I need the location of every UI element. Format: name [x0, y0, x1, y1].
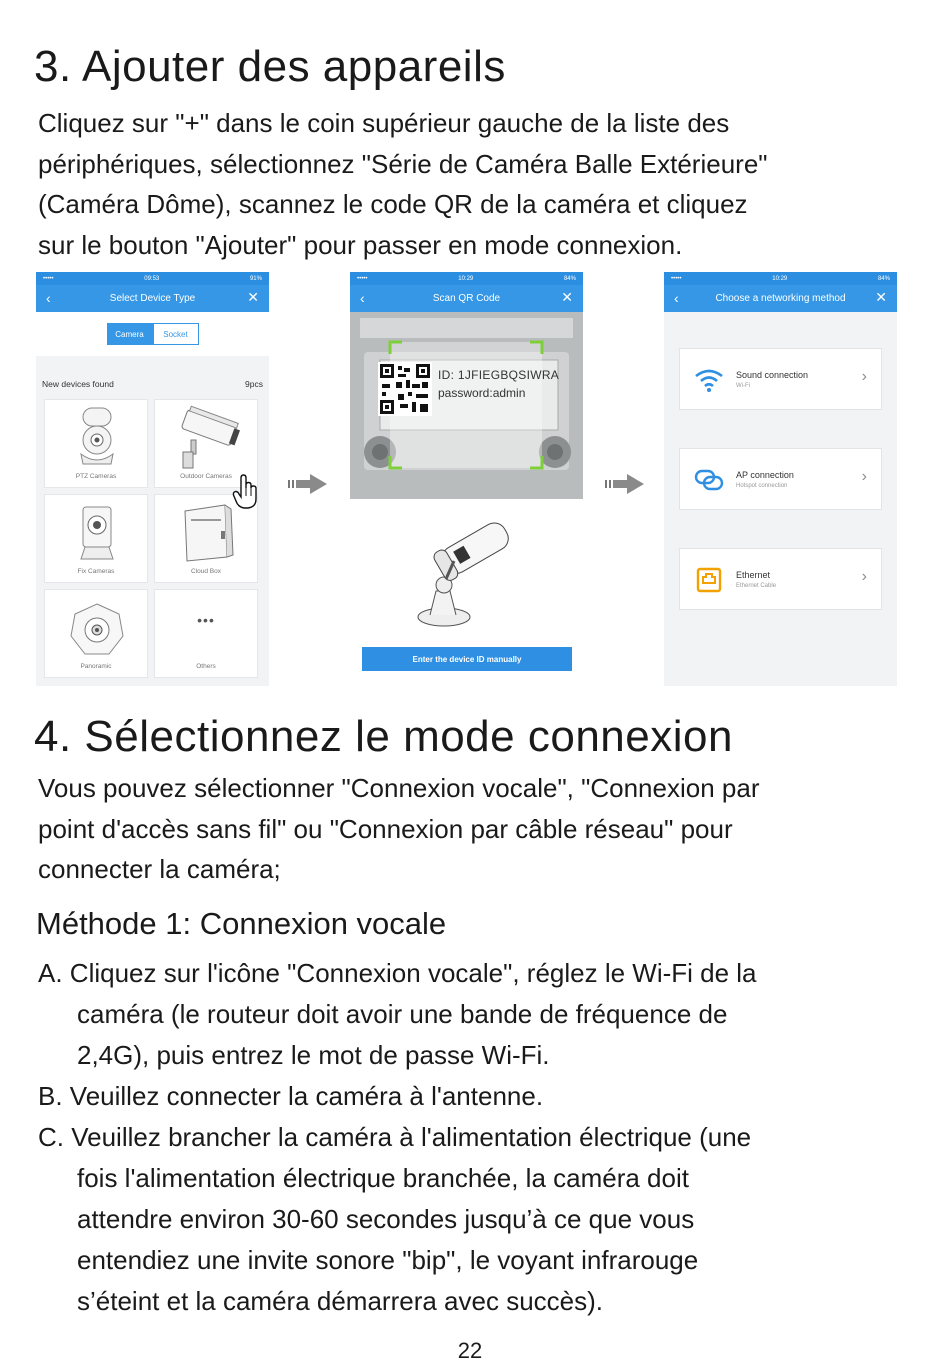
chevron-right-icon: ›	[861, 368, 867, 385]
more-dots-icon: •••	[197, 612, 215, 628]
device-panoramic[interactable]	[44, 589, 148, 678]
step-line: s’éteint et la caméra démarrera avec succès).	[77, 1286, 603, 1316]
paragraph-line: (Caméra Dôme), scannez le code QR de la caméra et cliquez	[38, 189, 748, 219]
option-title: Ethernet	[736, 570, 771, 580]
hand-cursor-icon	[232, 474, 260, 510]
screen-title: Select Device Type	[109, 293, 196, 304]
camera-label-photo	[350, 312, 583, 499]
device-id-text: ID: 1JFIEGBQSIWRA	[438, 368, 560, 382]
method-title: Méthode 1: Connexion vocale	[36, 906, 447, 941]
screen-title: Scan QR Code	[432, 293, 501, 304]
paragraph-line: Cliquez sur "+" dans le coin supérieur gauche de la liste des	[38, 108, 730, 138]
step-line: fois l'alimentation électrique branchée, la caméra doit	[77, 1163, 689, 1193]
section-title-select-connection-mode: 4. Sélectionnez le mode connexion	[34, 712, 733, 761]
status-time: 10:29	[772, 275, 788, 282]
wifi-icon	[694, 367, 724, 393]
status-bar	[664, 272, 897, 285]
device-label: Outdoor Cameras	[180, 473, 232, 480]
device-fix-cameras[interactable]	[44, 494, 148, 583]
scan-instruction-area	[350, 499, 583, 686]
found-devices-row	[36, 370, 269, 398]
status-bar	[36, 272, 269, 285]
section3-paragraph	[38, 103, 928, 265]
device-tabs	[36, 312, 269, 356]
next-arrow-icon	[288, 473, 328, 495]
battery-level: 84%	[563, 275, 576, 282]
back-arrow-icon[interactable]: ‹	[46, 290, 51, 306]
signal-indicator: •••••	[357, 275, 368, 282]
nav-bar	[664, 285, 897, 312]
step-line: 2,4G), puis entrez le mot de passe Wi-Fi.	[77, 1040, 550, 1070]
battery-level: 91%	[249, 275, 262, 282]
section-title-add-devices: 3. Ajouter des appareils	[34, 42, 506, 91]
paragraph-line: Vous pouvez sélectionner "Connexion vocale", "Connexion par	[38, 773, 760, 803]
back-arrow-icon[interactable]: ‹	[360, 290, 365, 306]
qr-code-icon	[378, 362, 432, 416]
device-label: Fix Cameras	[77, 568, 115, 575]
step-line: caméra (le routeur doit avoir une bande de fréquence de	[77, 999, 728, 1029]
option-subtitle: Wi-Fi	[736, 383, 750, 389]
found-count: 9pcs	[245, 379, 263, 389]
tab-socket[interactable]: Socket	[153, 323, 199, 345]
close-icon[interactable]: ✕	[247, 289, 259, 305]
paragraph-line: point d'accès sans fil" ou "Connexion par câble réseau" pour	[38, 813, 733, 844]
option-sound-connection[interactable]	[679, 348, 882, 410]
paragraph-line: connecter la caméra;	[38, 854, 281, 884]
step-line: B. Veuillez connecter la caméra à l'antenne.	[38, 1081, 544, 1111]
next-arrow-icon	[605, 473, 645, 495]
nav-bar	[350, 285, 583, 312]
close-icon[interactable]: ✕	[561, 289, 573, 305]
battery-level: 84%	[877, 275, 890, 282]
signal-indicator: •••••	[43, 275, 54, 282]
found-label: New devices found	[42, 379, 114, 389]
step-line: C. Veuillez brancher la caméra à l'alimentation électrique (une	[38, 1122, 752, 1152]
chevron-right-icon: ›	[861, 568, 867, 585]
signal-indicator: •••••	[671, 275, 682, 282]
option-subtitle: Hotspot connection	[736, 483, 788, 489]
ap-link-icon	[694, 467, 724, 493]
option-ap-connection[interactable]	[679, 448, 882, 510]
device-label: Others	[196, 663, 216, 670]
screen-scan-qr-code	[350, 272, 583, 686]
paragraph-line: périphériques, sélectionnez "Série de Caméra Balle Extérieure"	[38, 148, 768, 179]
device-label: Cloud Box	[191, 568, 221, 575]
nav-bar	[36, 285, 269, 312]
option-ethernet[interactable]	[679, 548, 882, 610]
paragraph-line: sur le bouton "Ajouter" pour passer en mode connexion.	[38, 229, 683, 260]
device-password-text: password:admin	[438, 386, 526, 400]
device-others[interactable]	[154, 589, 258, 678]
step-line: A. Cliquez sur l'icône "Connexion vocale", réglez le Wi-Fi de la	[38, 958, 757, 988]
status-time: 10:29	[458, 275, 474, 282]
option-subtitle: Ethernet Cable	[736, 583, 777, 589]
enter-device-id-button[interactable]: Enter the device ID manually	[362, 647, 572, 671]
chevron-right-icon: ›	[861, 468, 867, 485]
option-title: Sound connection	[736, 370, 809, 380]
status-bar	[350, 272, 583, 285]
back-arrow-icon[interactable]: ‹	[674, 290, 679, 306]
device-label: Panoramic	[80, 663, 112, 670]
device-label: PTZ Cameras	[75, 473, 117, 480]
close-icon[interactable]: ✕	[875, 289, 887, 305]
section4-paragraph	[38, 768, 928, 890]
device-type-grid	[44, 399, 258, 678]
camera-viewfinder	[350, 312, 583, 499]
option-title: AP connection	[736, 470, 794, 480]
status-time: 09:53	[144, 275, 160, 282]
tab-camera[interactable]: Camera	[107, 323, 153, 345]
screen-title: Choose a networking method	[715, 293, 846, 304]
ethernet-port-icon	[694, 567, 724, 593]
device-ptz-cameras[interactable]	[44, 399, 148, 488]
screen-choose-networking-method	[664, 272, 897, 686]
page-number: 22	[457, 1338, 483, 1363]
step-line: entendiez une invite sonore "bip", le voyant infrarouge	[77, 1245, 699, 1275]
steps-list	[38, 953, 928, 1322]
step-line: attendre environ 30-60 secondes jusqu’à ce que vous	[77, 1204, 695, 1234]
camera-scan-illustration	[350, 499, 583, 639]
